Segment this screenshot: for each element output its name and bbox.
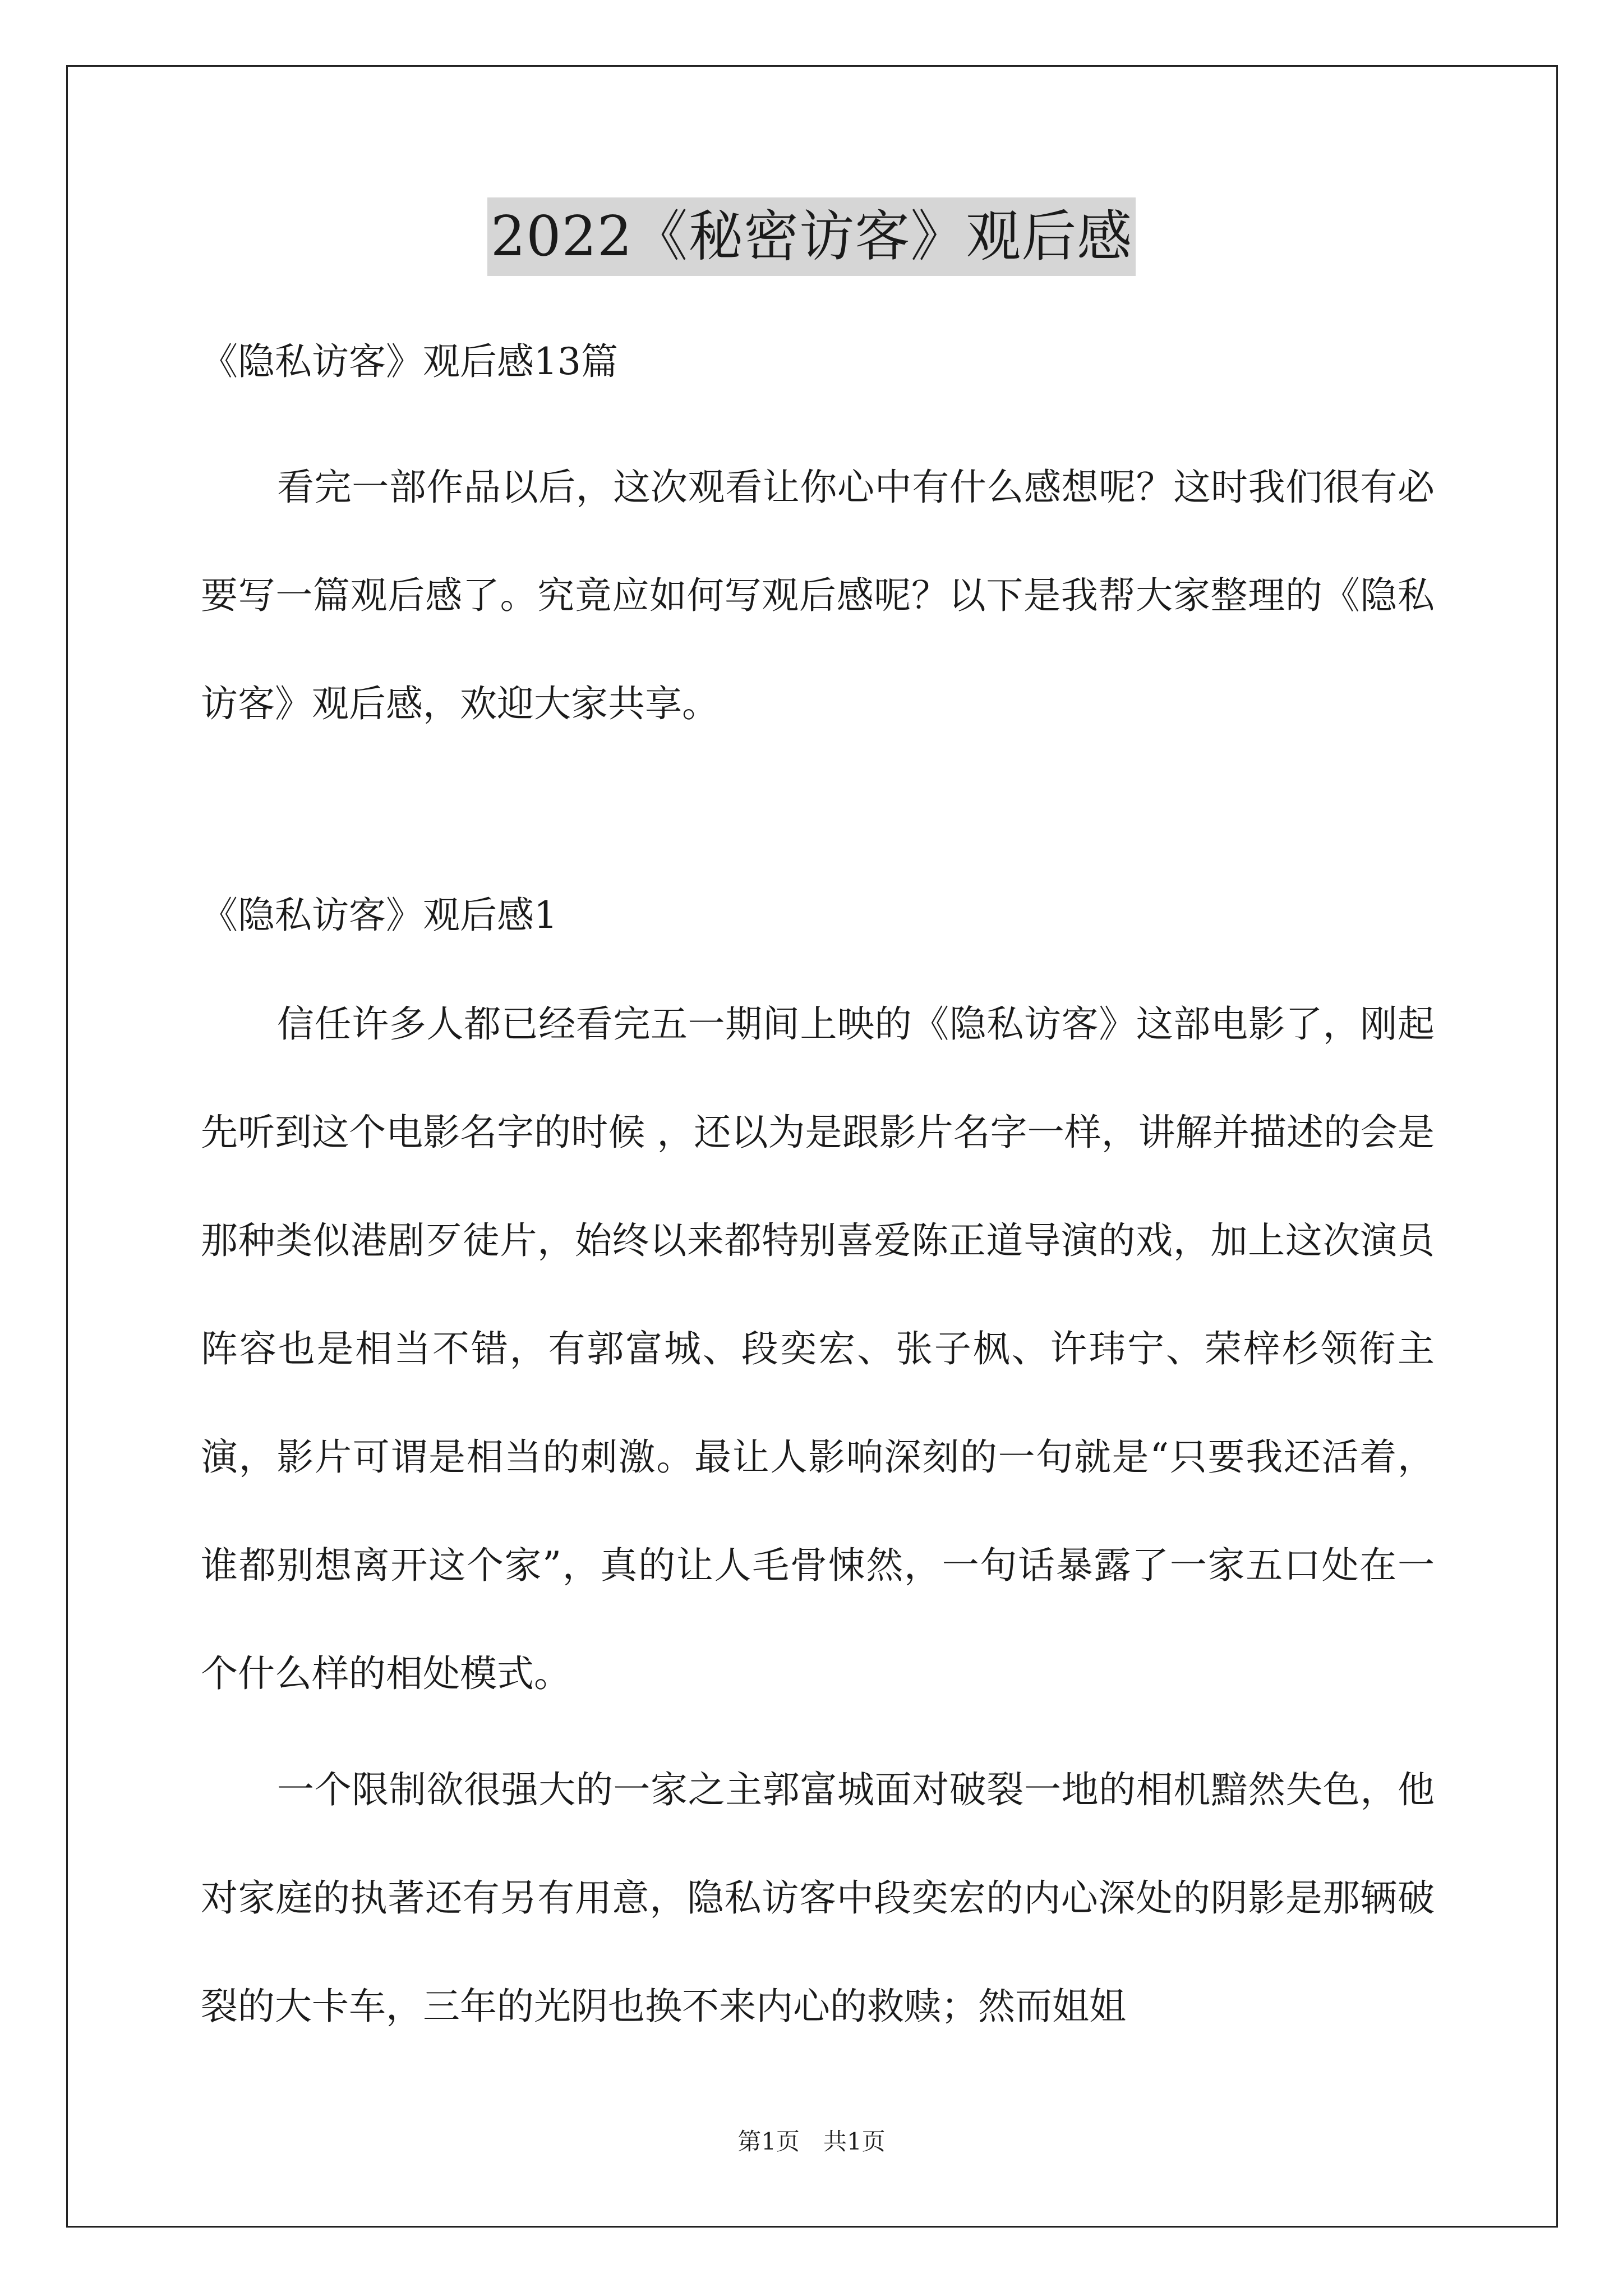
page-footer: 第1页 共1页 <box>737 2128 886 2155</box>
body-paragraph-2: 一个限制欲很强大的一家之主郭富城面对破裂一地的相机黯然失色，他对家庭的执著还有另有用意，隐私访客中段奕宏的内心深处的阴影是那辆破裂的大卡车，三年的光阴也换不来内心的救赎；然而姐姐 <box>201 1768 1435 2028</box>
section-heading: 《隐私访客》观后感1 <box>201 894 557 937</box>
document-subtitle: 《隐私访客》观后感13篇 <box>201 340 618 383</box>
document-title: 2022《秘密访客》观后感 <box>487 197 1136 276</box>
title-container <box>0 197 1623 276</box>
body-paragraph-1: 信任许多人都已经看完五一期间上映的《隐私访客》这部电影了，刚起先听到这个电影名字的时候 ，还以为是跟影片名字一样，讲解并描述的会是那种类似港剧歹徒片，始终以来都特别喜爱陈正道导演的戏，加上这次演员阵容也是相当不错，有郭富城、段奕宏、张子枫、许玮宁、荣梓杉领衔主演，影片可谓是相当的刺激。最让人影响深刻的一句就是“只要我还活着，谁都别想离开这个家”，真的让人毛骨悚然，一句话暴露了一家五口处在一个什么样的相处模式。 <box>201 1002 1435 1695</box>
intro-paragraph: 看完一部作品以后，这次观看让你心中有什么感想呢？这时我们很有必要写一篇观后感了。究竟应如何写观后感呢？以下是我帮大家整理的《隐私访客》观后感，欢迎大家共享。 <box>201 466 1435 725</box>
